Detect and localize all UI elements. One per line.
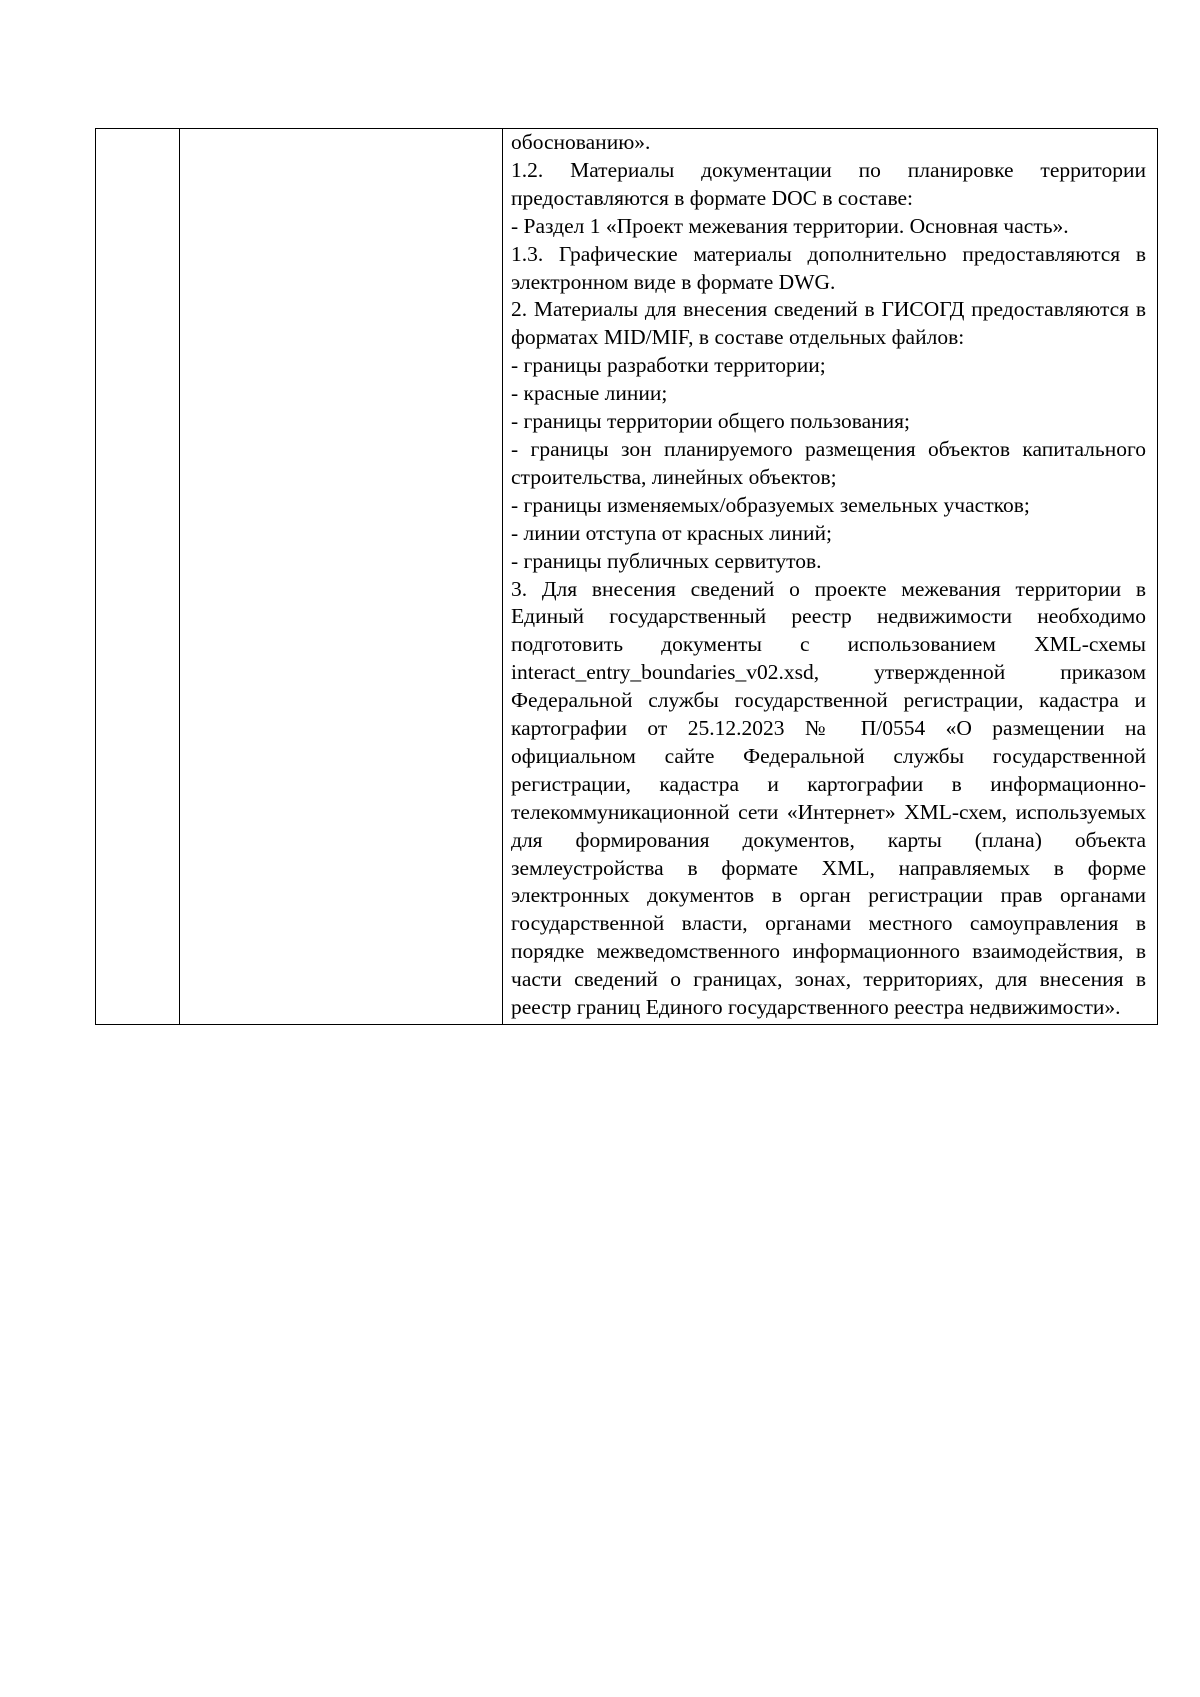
row-name-cell xyxy=(180,129,503,1025)
content-paragraph: обоснованию». xyxy=(511,130,651,154)
table-row xyxy=(96,129,1158,1025)
content-paragraph: - границы территории общего пользования; xyxy=(511,409,911,434)
content-paragraph: 1.3. Графические материалы дополнительно предоставляются в электронном виде в формате DWG. xyxy=(511,241,1146,294)
requirements-table xyxy=(95,128,1158,1025)
content-paragraph: - границы публичных сервитутов. xyxy=(511,548,822,573)
content-paragraph: - красные линии; xyxy=(511,381,668,406)
content-paragraph: - границы разработки территории; xyxy=(511,353,826,378)
content-paragraph: 2. Материалы для внесения сведений в ГИСОГД предоставляются в форматах MID/MIF, в составе отдельных файлов: xyxy=(511,297,1146,350)
content-paragraph: - границы изменяемых/образуемых земельных участков; xyxy=(511,492,1030,517)
row-number-cell xyxy=(96,129,180,1025)
content-paragraph: - линии отступа от красных линий; xyxy=(511,520,832,545)
content-paragraph: - границы зон планируемого размещения объектов капитального строительства, линейных объектов; xyxy=(511,436,1146,489)
content-paragraph: - Раздел 1 «Проект межевания территории. Основная часть». xyxy=(511,213,1069,238)
content-paragraph: 1.2. Материалы документации по планировке территории предоставляются в формате DOC в составе: xyxy=(511,157,1146,210)
row-content-cell xyxy=(503,129,1158,1025)
content-paragraph: 3. Для внесения сведений о проекте межевания территории в Единый государственный реестр недвижимости необходимо подготовить документы с использованием XML-схемы interact_entry_boundaries_v02.xsd, утвержденной приказом Федеральной службы государственной регистрации, кадастра и картографии от 25.12.2023 № П/0554 «О размещении на официальном сайте Федеральной службы государственной регистрации, кадастра и картографии в информационно-телекоммуникационной сети «Интернет» XML-схем, используемых для формирования документов, карты (плана) объекта землеустройства в формате XML, направляемых в форме электронных документов в орган регистрации прав органами государственной власти, органами местного самоуправления в порядке межведомственного информационного взаимодействия, в части сведений о границах, зонах, территориях, для внесения в реестр границ Единого государственного реестра недвижимости». xyxy=(511,576,1146,1020)
